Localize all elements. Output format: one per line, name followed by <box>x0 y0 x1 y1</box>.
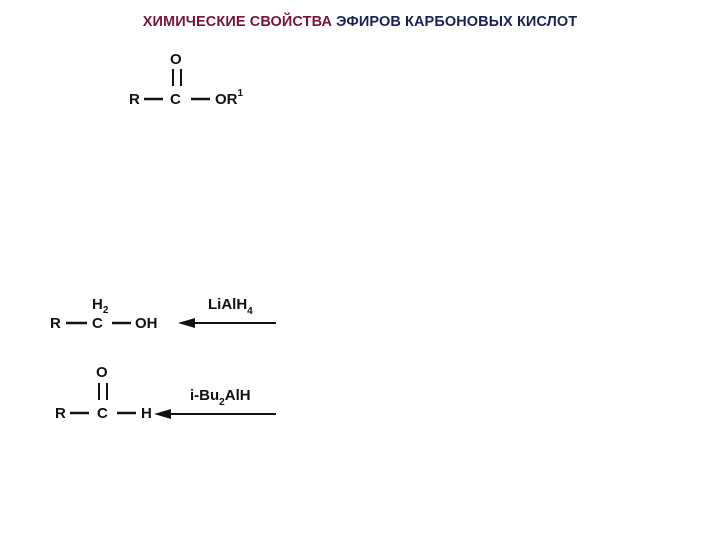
alcohol-ch2-hydrogens <box>92 296 109 316</box>
reaction-2-arrow-head <box>154 409 171 419</box>
reaction-1-arrow-head <box>178 318 195 328</box>
alcohol-oh-group: OH <box>135 315 158 332</box>
ester-or-label: OR <box>215 91 238 108</box>
aldehyde-hydrogen-atom: H <box>141 405 152 422</box>
ester-oxygen-atom: O <box>170 51 182 68</box>
alcohol-h-subscript: 2 <box>102 305 109 316</box>
alcohol-h-label: H <box>92 296 103 313</box>
alcohol-carbon-atom: C <box>92 315 103 332</box>
aldehyde-r-group: R <box>55 405 66 422</box>
title-part-1: ХИМИЧЕСКИЕ СВОЙСТВА <box>142 14 333 30</box>
title-part-2: ЭФИРОВ КАРБОНОВЫХ КИСЛОТ <box>332 14 578 30</box>
reagent-lialh4-label: LiAlH <box>208 296 248 313</box>
reagent-lialh4-subscript: 4 <box>247 306 253 317</box>
reagent-dibal-h <box>190 387 251 408</box>
ester-or-group <box>215 88 244 108</box>
aldehyde-carbon-atom: C <box>97 405 108 422</box>
reagent-dibal-prefix: i-Bu <box>190 387 220 404</box>
reagent-lialh4 <box>208 296 253 317</box>
aldehyde-oxygen-atom: O <box>96 364 108 381</box>
ester-or-superscript: 1 <box>237 88 244 99</box>
alcohol-r-group: R <box>50 315 61 332</box>
reagent-dibal-suffix: AlH <box>224 387 251 404</box>
ester-carbon-atom: C <box>170 91 181 108</box>
reagent-dibal-subscript: 2 <box>219 397 225 408</box>
ester-r-group: R <box>129 91 140 108</box>
